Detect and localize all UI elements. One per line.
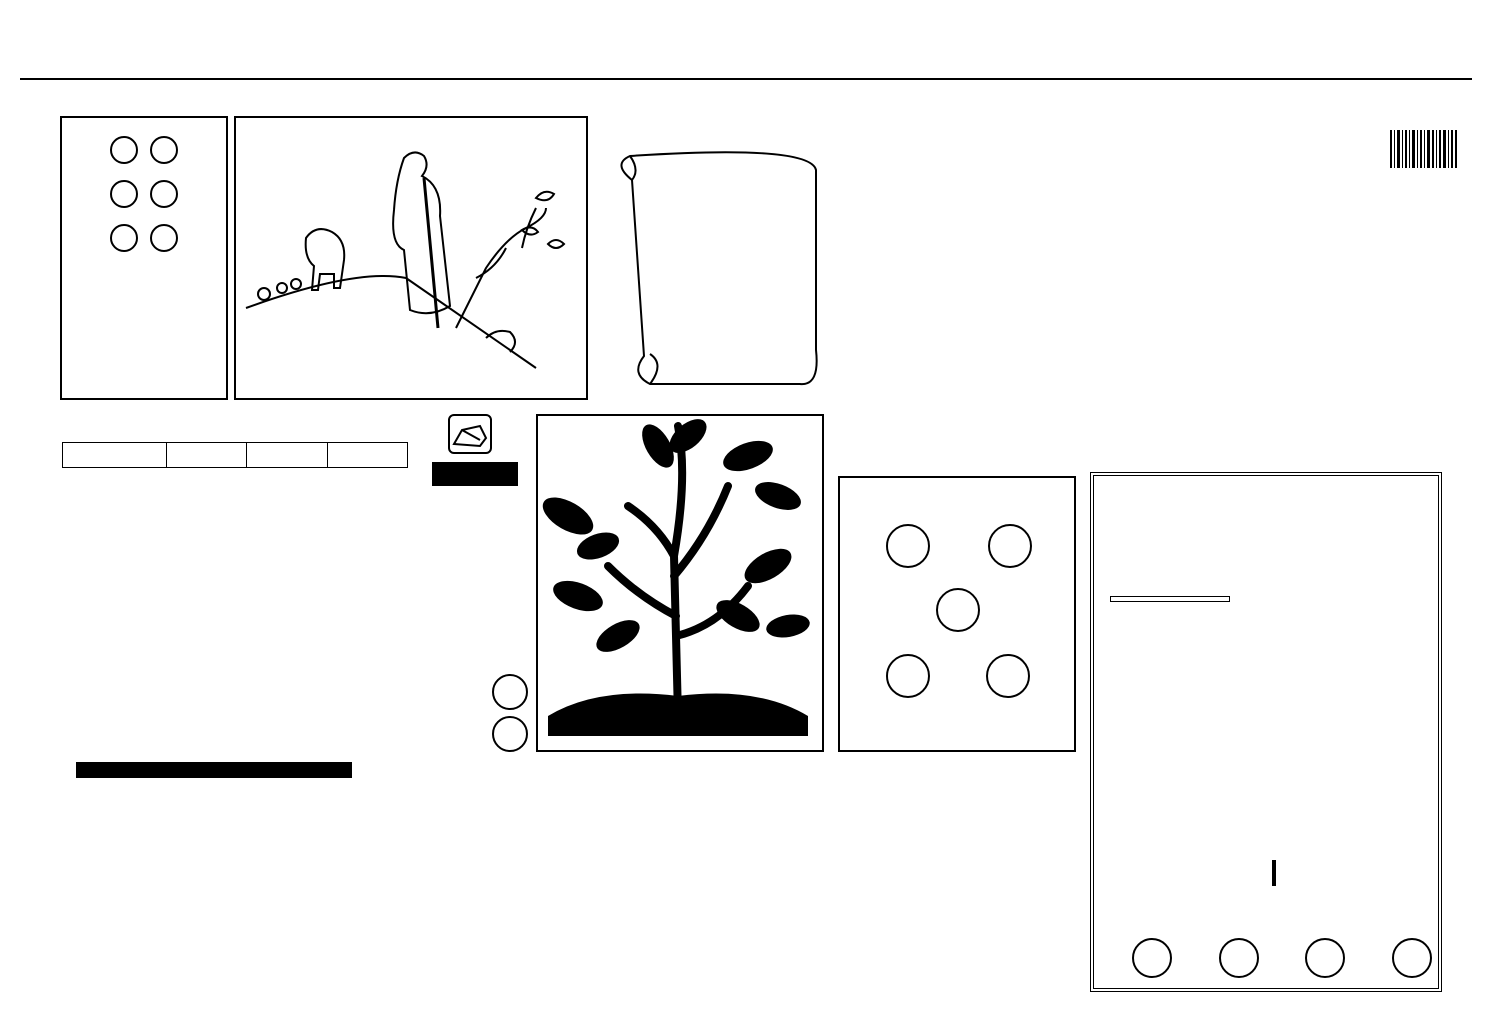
green-wave-balls (62, 222, 226, 258)
tree-box (536, 414, 824, 752)
ball (150, 180, 178, 208)
open-row (1134, 858, 1414, 886)
ball (1219, 938, 1259, 978)
col-header (327, 443, 407, 468)
strategy-box (1090, 472, 1442, 992)
zodiac-rooster (936, 588, 980, 632)
catch-label (432, 462, 518, 486)
catch-balls (492, 674, 532, 756)
ball (1305, 938, 1345, 978)
mark-six-strip-bottom (62, 993, 1472, 1015)
barcode-bars (1388, 130, 1460, 170)
ball (110, 180, 138, 208)
zodiac-ox (988, 524, 1032, 568)
barcode (1388, 130, 1460, 174)
col-header (63, 443, 167, 468)
ball (1132, 938, 1172, 978)
ball (110, 224, 138, 252)
zodiac-box (838, 476, 1076, 752)
door-table (62, 442, 408, 468)
open-divider (1272, 860, 1276, 886)
ball (492, 716, 528, 752)
mark-six-strip-right (1446, 470, 1468, 990)
strategy-balls (1132, 938, 1432, 978)
wave-box (60, 116, 228, 400)
history-dot-grid (358, 762, 1078, 988)
mark-six-strip-top (24, 90, 1472, 112)
history-title (76, 762, 352, 778)
ball (110, 136, 138, 164)
ball (1392, 938, 1432, 978)
header-rule (20, 78, 1472, 80)
tree-illustration (538, 416, 822, 750)
zodiac-dragon (886, 654, 930, 698)
col-header (247, 443, 327, 468)
mark-six-strip-left (22, 112, 44, 992)
red-wave-balls (62, 178, 226, 214)
blue-wave-balls (62, 134, 226, 170)
strategy-records (1110, 596, 1230, 602)
ball (492, 674, 528, 710)
zodiac-rabbit (986, 654, 1030, 698)
history-grid (358, 762, 1078, 988)
house-icon (450, 416, 490, 452)
zodiac-snake (886, 524, 930, 568)
poem-scroll (610, 150, 830, 390)
door-table-header (63, 443, 408, 468)
farmer-illustration (236, 118, 586, 398)
ball (150, 136, 178, 164)
col-header (167, 443, 247, 468)
ball (150, 224, 178, 252)
scroll-frame (610, 150, 830, 390)
illustration-box (234, 116, 588, 400)
strategy-text (1236, 504, 1436, 508)
catch-icon (448, 414, 492, 454)
